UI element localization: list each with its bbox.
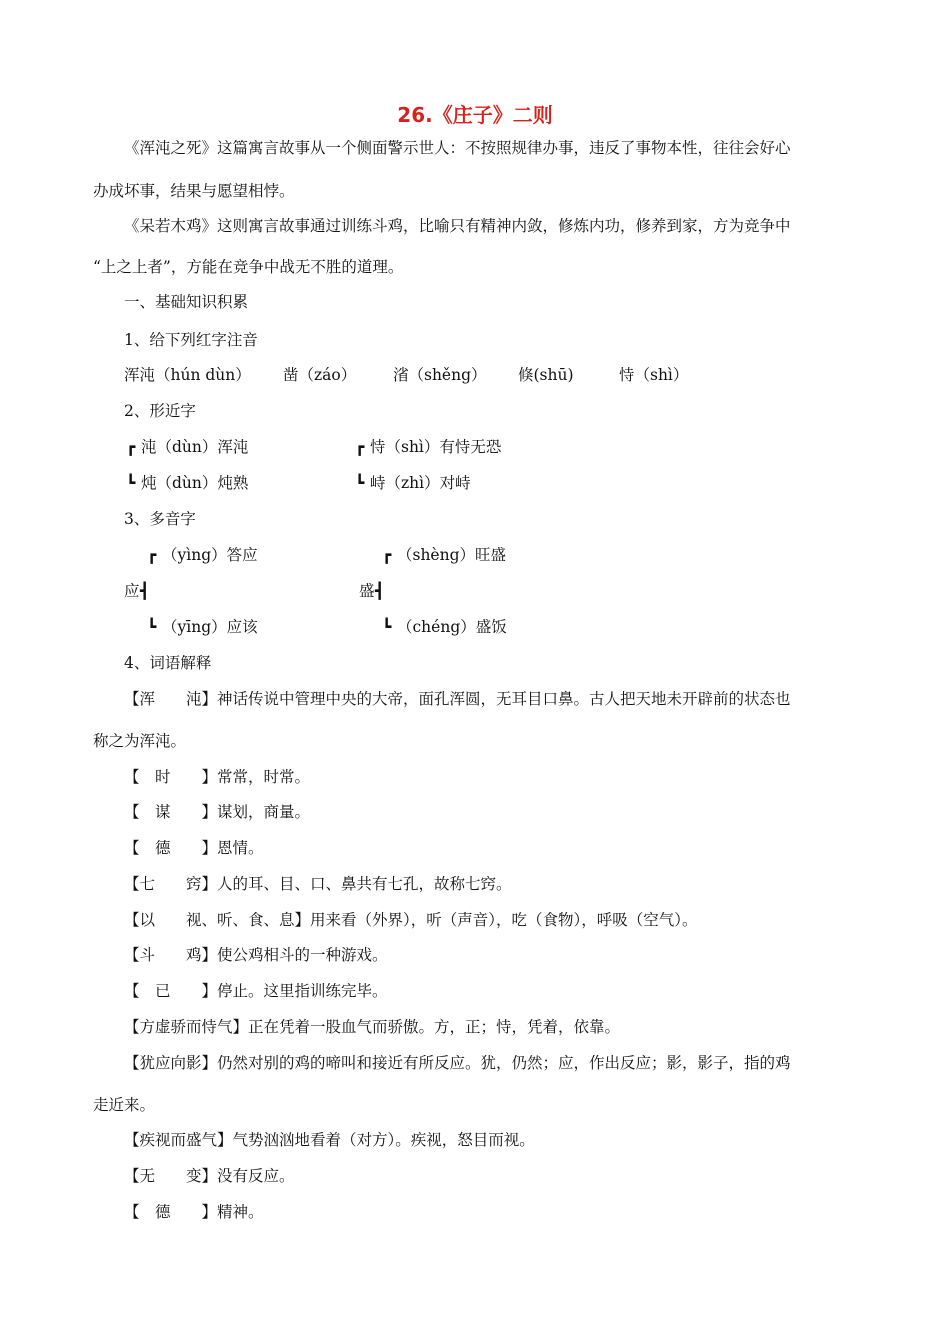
brace-bottom-icon: ┗ <box>382 618 392 636</box>
definition-line: 【无 变】没有反应。 <box>124 1167 295 1185</box>
similar-char-item: 恃（shì）有恃无恐 <box>370 438 502 456</box>
section-heading: 一、基础知识积累 <box>124 293 249 311</box>
brace-top-icon: ┏ <box>382 546 392 564</box>
question-1-heading: 1、给下列红字注音 <box>124 331 258 349</box>
question-3-heading: 3、多音字 <box>124 510 196 528</box>
definition-line: 【疾视而盛气】气势汹汹地看着（对方）。疾视，怒目而视。 <box>124 1131 535 1149</box>
polyphonic-item: （yìng）答应 <box>162 546 258 564</box>
polyphonic-char: 应 <box>124 582 140 600</box>
brace-bottom-icon: ┗ <box>355 474 365 492</box>
pinyin-item: 浑沌（hún dùn） <box>124 366 251 384</box>
definition-line: 【以 视、听、食、息】用来看（外界），听（声音），吃（食物），呼吸（空气）。 <box>124 911 698 929</box>
definition-line: 【 德 】精神。 <box>124 1203 264 1221</box>
definition-line: 称之为浑沌。 <box>93 732 187 750</box>
intro-paragraph-1-line-2: 办成坏事，结果与愿望相悖。 <box>93 182 295 200</box>
pinyin-item: 恃（shì） <box>619 366 689 384</box>
polyphonic-item: （chéng）盛饭 <box>397 618 507 636</box>
pinyin-item: 凿（záo） <box>283 366 357 384</box>
pinyin-item: 渻（shěng） <box>393 366 487 384</box>
definition-line: 【方虚骄而恃气】正在凭着一股血气而骄傲。方，正；恃，凭着，依靠。 <box>124 1018 621 1036</box>
page-title: 26.《庄子》二则 <box>397 103 553 127</box>
similar-char-item: 峙（zhì）对峙 <box>370 474 471 492</box>
brace-top-icon: ┏ <box>126 438 136 456</box>
brace-bottom-icon: ┗ <box>126 474 136 492</box>
brace-middle-icon: ┫ <box>140 582 150 600</box>
polyphonic-item: （yīng）应该 <box>162 618 258 636</box>
definition-line: 【 已 】停止。这里指训练完毕。 <box>124 982 388 1000</box>
definition-line: 【浑 沌】神话传说中管理中央的大帝，面孔浑圆，无耳目口鼻。古人把天地未开辟前的状态也 <box>124 690 791 708</box>
definition-line: 【犹应向影】仍然对别的鸡的啼叫和接近有所反应。犹，仍然；应，作出反应；影，影子，指的鸡 <box>124 1054 791 1072</box>
definition-line: 【 谋 】谋划，商量。 <box>124 803 311 821</box>
definition-line: 【 时 】常常，时常。 <box>124 768 311 786</box>
question-4-heading: 4、词语解释 <box>124 654 212 672</box>
definition-line: 走近来。 <box>93 1096 156 1114</box>
definition-line: 【 德 】恩情。 <box>124 839 264 857</box>
pinyin-item: 倏(shū) <box>518 366 574 384</box>
intro-paragraph-1-line-1: 《浑沌之死》这篇寓言故事从一个侧面警示世人：不按照规律办事，违反了事物本性，往往会好心 <box>124 139 791 157</box>
polyphonic-item: （shèng）旺盛 <box>397 546 507 564</box>
brace-top-icon: ┏ <box>355 438 365 456</box>
definition-line: 【斗 鸡】使公鸡相斗的一种游戏。 <box>124 946 388 964</box>
definition-line: 【七 窍】人的耳、目、口、鼻共有七孔，故称七窍。 <box>124 875 512 893</box>
question-2-heading: 2、形近字 <box>124 402 196 420</box>
intro-paragraph-2-line-2: “上之上者”，方能在竞争中战无不胜的道理。 <box>93 258 404 276</box>
brace-bottom-icon: ┗ <box>147 618 157 636</box>
similar-char-item: 炖（dùn）炖熟 <box>141 474 249 492</box>
brace-middle-icon: ┫ <box>375 582 385 600</box>
polyphonic-char: 盛 <box>359 582 375 600</box>
similar-char-item: 沌（dùn）浑沌 <box>141 438 249 456</box>
brace-top-icon: ┏ <box>147 546 157 564</box>
intro-paragraph-2-line-1: 《呆若木鸡》这则寓言故事通过训练斗鸡，比喻只有精神内敛，修炼内功，修养到家，方为竞争中 <box>124 217 791 235</box>
